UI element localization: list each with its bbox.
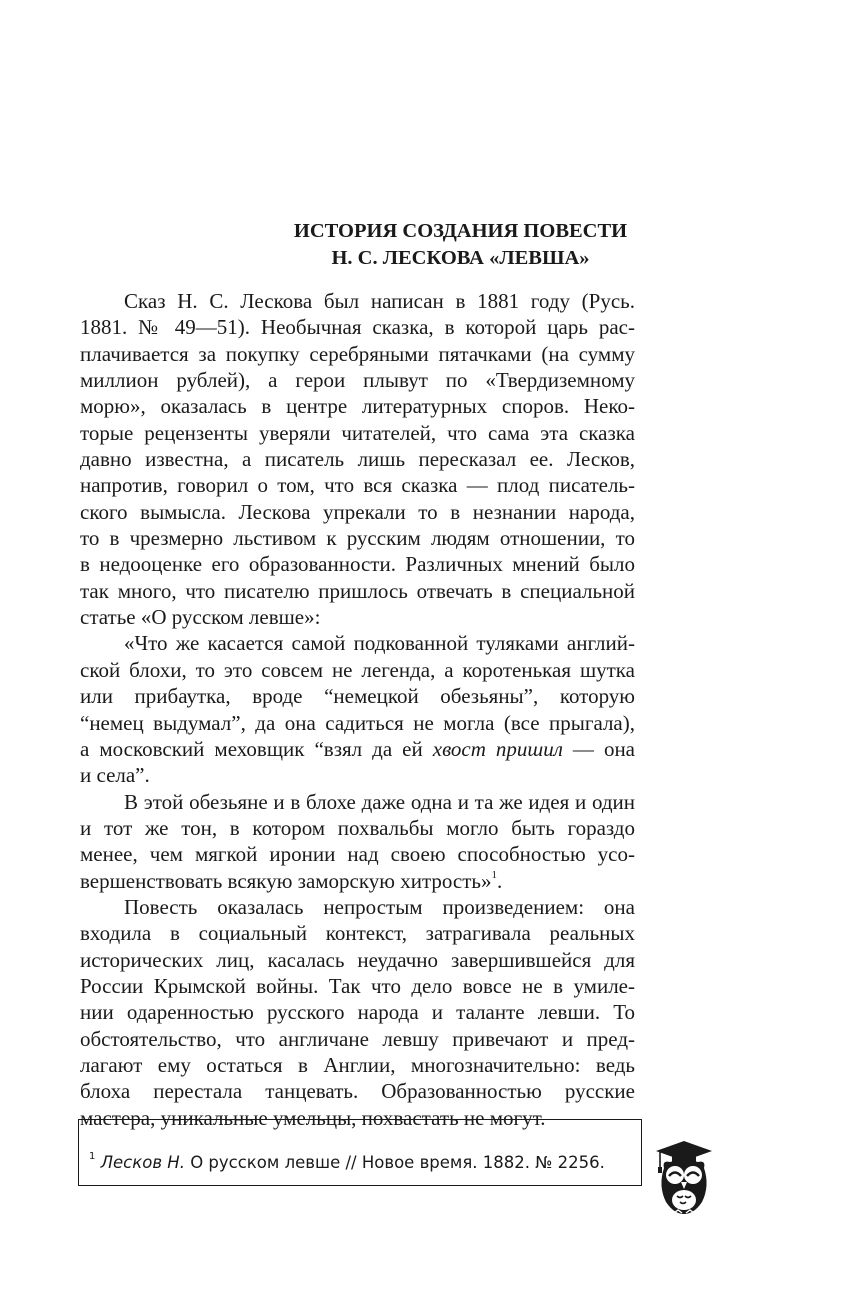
text-line: мастера, уникальные умельцы, похвастать не могут.	[80, 1105, 546, 1130]
title-line-2: Н. С. ЛЕСКОВА «ЛЕВША»	[331, 247, 590, 269]
footnote	[89, 1150, 605, 1172]
quote-fragment: а московский меховщик “взял да ей	[80, 736, 433, 761]
text-line: входила в социальный контекст, затрагивала реальных	[80, 921, 635, 946]
text-line: Сказ Н. С. Лескова был написан в 1881 году (Русь.	[124, 289, 635, 313]
text-line: блоха перестала танцевать. Образованностью русские	[80, 1079, 635, 1104]
title-line-1: ИСТОРИЯ СОЗДАНИЯ ПОВЕСТИ	[293, 220, 628, 242]
text-line: статье «О русском левше»:	[80, 605, 321, 630]
footnote-box	[78, 1119, 642, 1186]
quote-line: или прибаутка, вроде “немецкой обезьяны”, которую	[80, 684, 635, 709]
text-line: 1881. № 49—51). Необычная сказка, в которой царь рас-	[80, 315, 635, 340]
quote-line: вершенствовать всякую заморскую хитрость»$^1$.	[80, 868, 503, 893]
quote-fragment: — она	[562, 736, 636, 761]
text-line: обстоятельство, что англичане левшу привечают и пред-	[80, 1026, 635, 1051]
quote-line: и села”.	[80, 763, 150, 788]
text-line: ского вымысла. Лескова упрекали то в незнании народа,	[80, 499, 635, 524]
text-line: России Крымской войны. Так что дело вовсе не в умиле-	[80, 973, 635, 998]
quote-italic-fragment: хвост пришил	[432, 736, 563, 761]
text-line: напротив, говорил о том, что вся сказка — плод писатель-	[80, 473, 635, 498]
footnote-number: 1	[89, 1150, 96, 1162]
quote-line: ской блохи, то это совсем не легенда, а коротенькая шутка	[80, 657, 635, 682]
text-line: плачивается за покупку серебряными пятачками (на сумму	[80, 341, 635, 366]
owl-graduate-icon	[650, 1138, 728, 1216]
footnote-author: Лесков Н.	[100, 1153, 185, 1172]
text-line: нии одаренностью русского народа и таланте левши. То	[80, 1000, 635, 1025]
text-line: давно известна, а писатель лишь пересказал ее. Лесков,	[80, 447, 635, 472]
quote-fragment: вершенствовать всякую заморскую хитрость»	[80, 868, 492, 893]
footnote-ref: 1	[491, 868, 497, 881]
quote-line: и тот же тон, в котором похвальбы могло быть гораздо	[80, 815, 635, 840]
text-line: миллион рублей), а герои плывут по «Твердиземному	[80, 368, 635, 393]
text-line: так много, что писателю пришлось отвечать в специальной	[80, 578, 635, 603]
text-line: в недооценке его образованности. Различных мнений было	[80, 552, 635, 577]
quote-line: менее, чем мягкой иронии над своею способностью усо-	[80, 842, 635, 867]
text-line: исторических лиц, касалась неудачно завершившейся для	[80, 947, 635, 972]
chapter-title	[0, 218, 845, 272]
quote-line: В этой обезьяне и в блохе даже одна и та же идея и один	[124, 789, 635, 814]
text-line: морю», оказалась в центре литературных споров. Неко-	[80, 394, 635, 419]
body-text	[80, 288, 635, 1131]
quote-line: «Что же касается самой подкованной туляками англий-	[124, 631, 635, 656]
text-line: торые рецензенты уверяли читателей, что сама эта сказка	[80, 420, 635, 445]
quote-line	[80, 736, 635, 762]
text-line: то в чрезмерно льстивом к русским людям отношении, то	[80, 526, 635, 551]
text-line: лагают ему остаться в Англии, многозначительно: ведь	[80, 1052, 635, 1077]
footnote-text: О русском левше // Новое время. 1882. № 2256.	[184, 1153, 605, 1172]
text-line: Повесть оказалась непростым произведением: она	[124, 894, 635, 919]
quote-line: “немец выдумал”, да она садиться не могла (все прыгала),	[80, 710, 635, 735]
